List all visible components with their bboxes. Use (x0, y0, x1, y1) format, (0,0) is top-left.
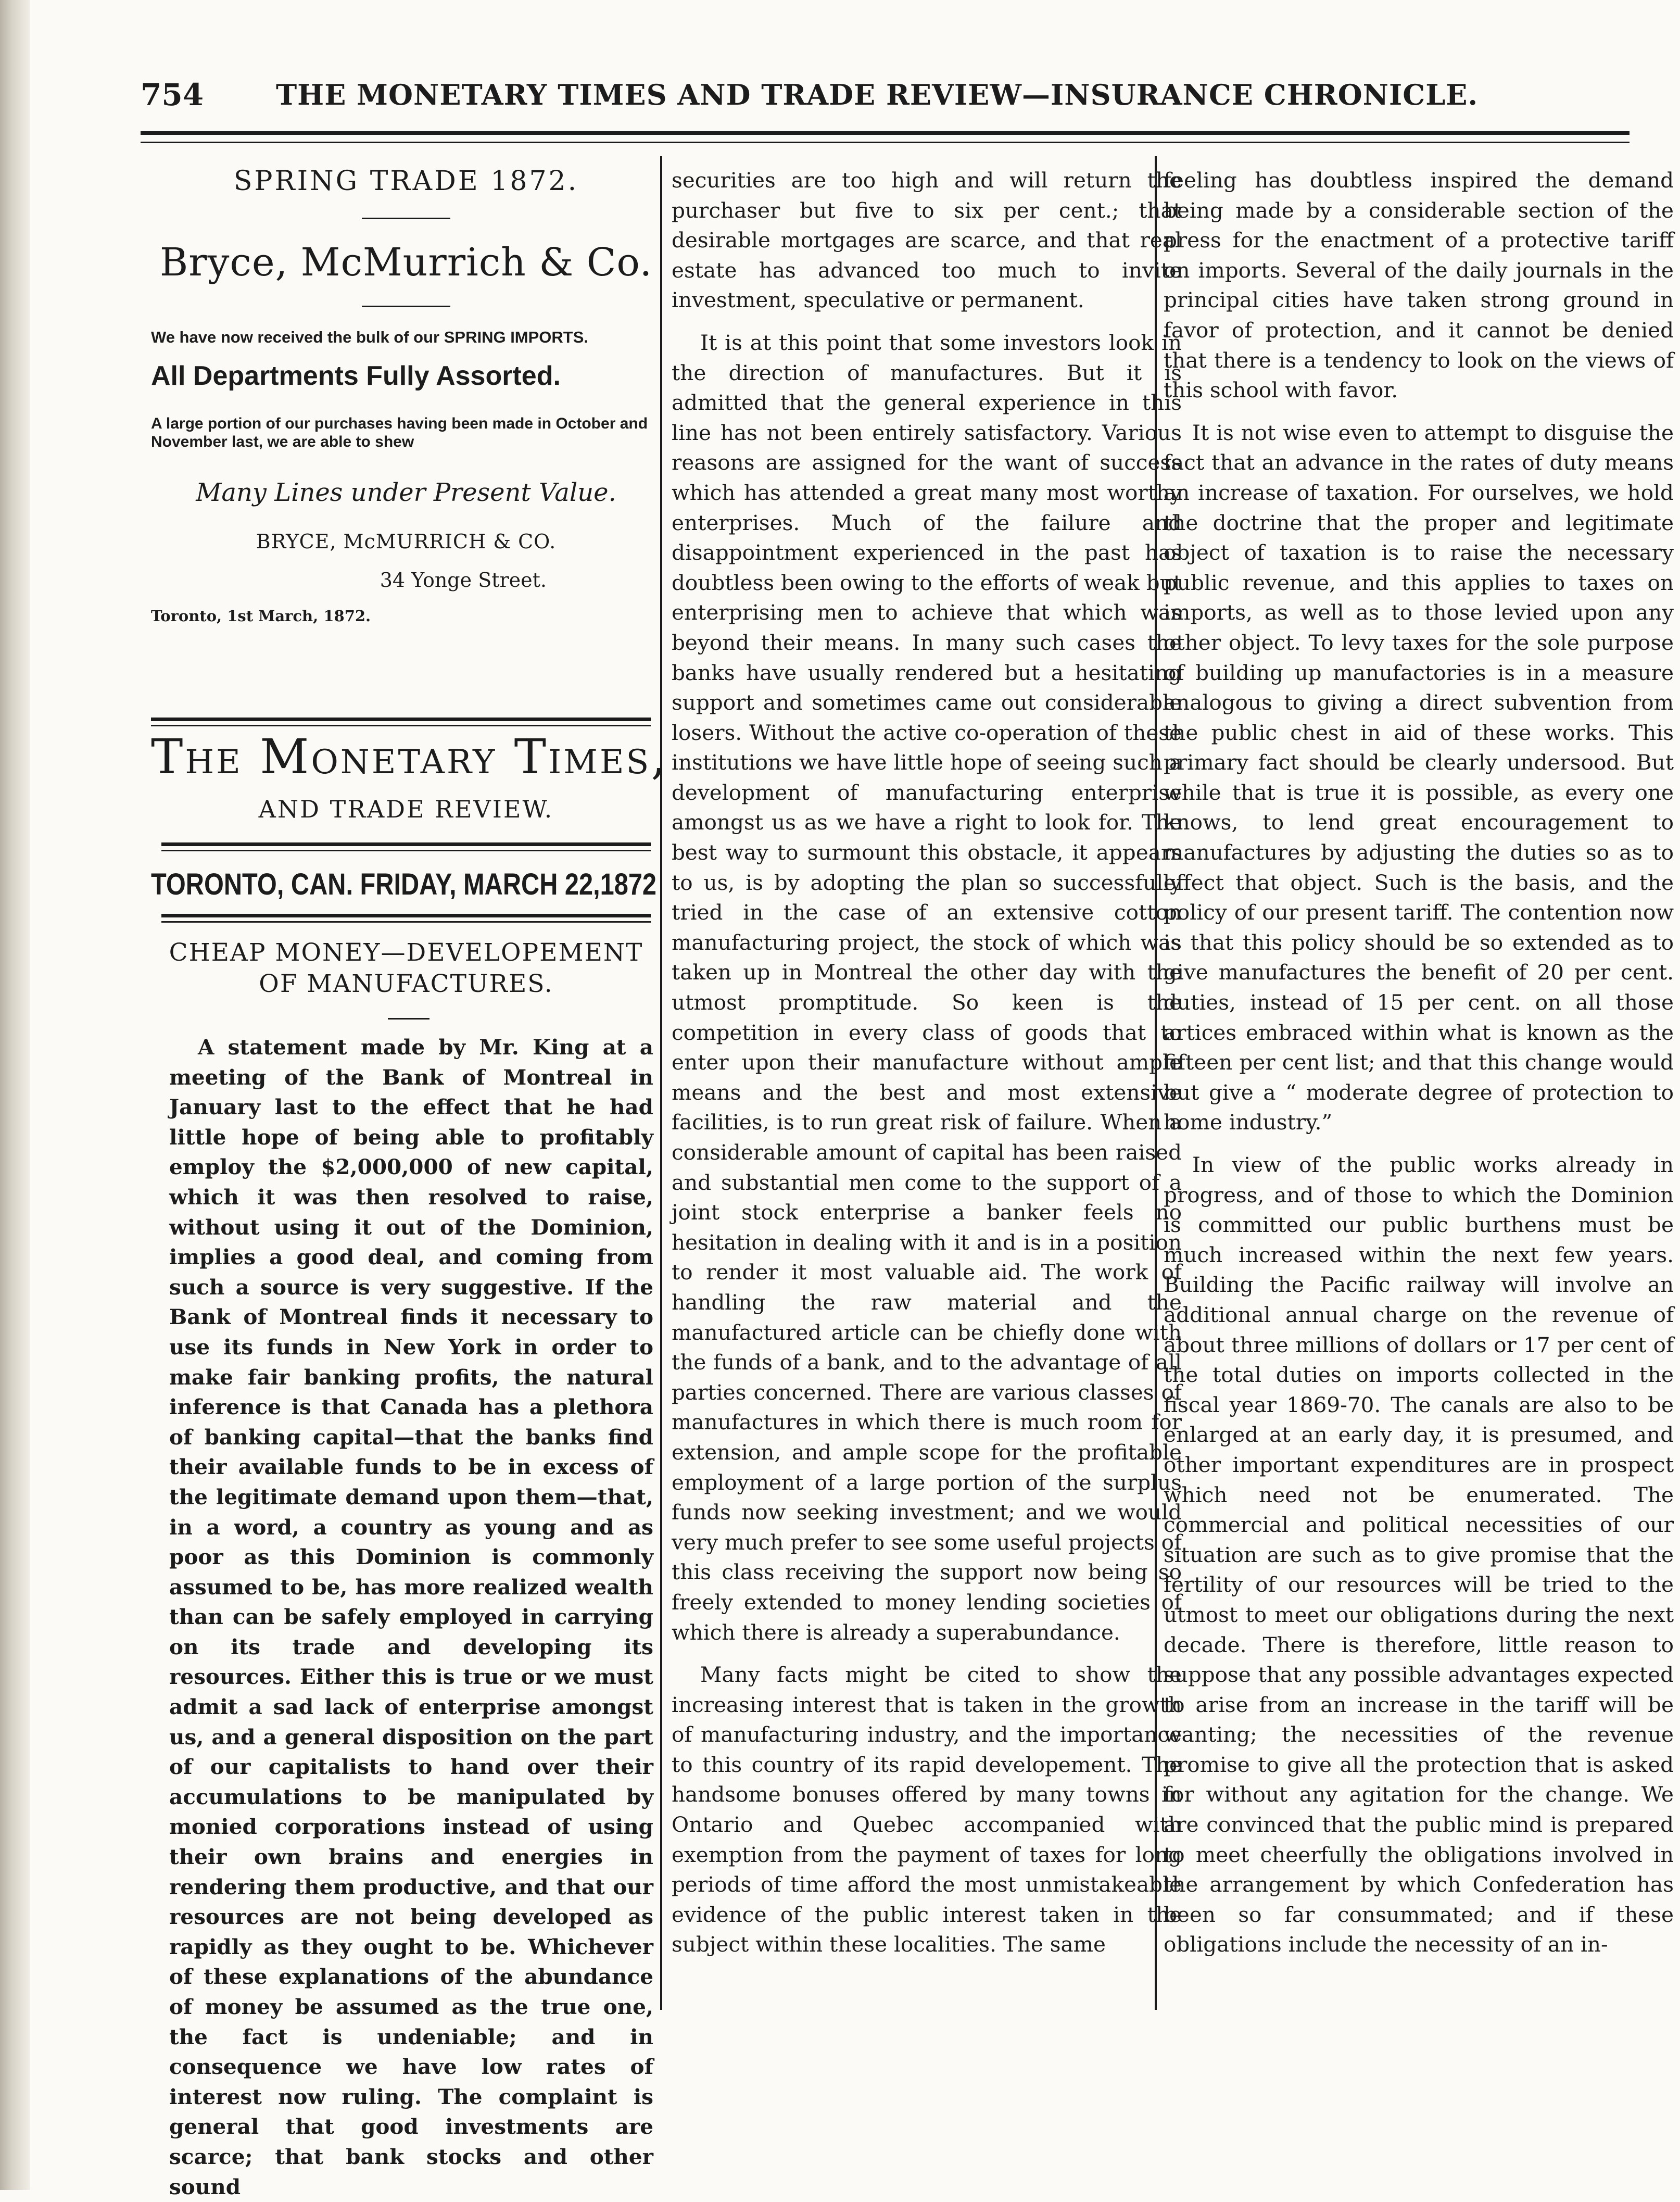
article-headline-line-2: OF MANUFACTURES. (259, 970, 553, 998)
spring-trade-advertisement (151, 154, 661, 625)
article-headline (151, 937, 661, 1000)
running-head: THE MONETARY TIMES AND TRADE REVIEW—INSURANCE CHRONICLE. (276, 78, 1479, 111)
masthead-title: The Monetary Times, (151, 729, 668, 785)
ad-company-name: Bryce, McMurrich & Co. (159, 240, 653, 285)
ad-title: SPRING TRADE 1872. (233, 166, 579, 197)
article-headline-line-1: CHEAP MONEY—DEVELOPEMENT (169, 938, 643, 967)
article-column-2 (672, 166, 1182, 2019)
dateline-rule-thin (161, 921, 651, 923)
issue-dateline: TORONTO, CAN. FRIDAY, MARCH 22,1872 (151, 867, 657, 901)
article-paragraph: It is at this point that some investors look in the direction of manufactures. But it is admitted that the general experience in this line has not been entirely satisfactory. Various reasons are assigned for the want of success which has attended a great many most worthy enterprises. Much of the failure and disappointment experienced in the past has doubtless been owing to the efforts of weak but enterprising men to achieve that which was beyond their means. In many such cases the banks have usually rendered but a hesitating support and sometimes came out considerable losers. Without the active co-operation of these institutions we have little hope of seeing such a development of manufacturing enterprise amongst us as we have a right to look for. The best way to surmount this obstacle, it appears to us, is by adopting the plan so successfully tried in the case of an extensive cotton manufacturing project, the stock of which was taken up in Montreal the other day with the utmost promptitude. So keen is the competition in every class of goods that to enter upon their manufacture without ample means and the best and most extensive facilities, is to run great risk of failure. When a considerable amount of capital has been raised and substantial men come to the support of a joint stock enterprise a banker feels no hesitation in dealing with it and is in a position to render it most valuable aid. The work of handling the raw material and the manufactured article can be chiefly done with the funds of a bank, and to the advantage of all parties concerned. There are various classes of manufactures in which there is much room for extension, and ample scope for the profitable employment of a large portion of the surplus funds now seeking investment; and we would very much prefer to see some useful projects of this class receiving the support now being so freely extended to money lending societies of which there is already a superabundance. (672, 330, 1182, 1645)
ad-notice: We have now received the bulk of our SPRING IMPORTS. (151, 328, 589, 346)
article-paragraph: A statement made by Mr. King at a meeting of the Bank of Montreal in January last to the effect that he had little hope of being able to profitably employ the $2,000,000 of new capital, which it was then resolved to raise, without using it out of the Dominion, implies a good deal, and coming from such a source is very suggestive. If the Bank of Montreal finds it necessary to use its funds in New York in order to make fair banking profits, the natural inference is that Canada has a plethora of banking capital—that the banks find their available funds to be in excess of the legitimate demand upon them—that, in a word, a country as young and as poor as this Dominion is commonly assumed to be, has more realized wealth than can be safely employed in carrying on its trade and developing its resources. Either this is true or we must admit a sad lack of enterprise amongst us, and a general disposition on the part of our capitalists to hand over their accumulations to be manipulated by monied corporations instead of using their own brains and energies in rendering them productive, and that our resources are not being developed as rapidly as they ought to be. Whichever of these explanations of the abundance of money be assumed as the true one, the fact is undeniable; and in consequence we have low rates of interest now ruling. The complaint is general that good investments are scarce; that bank stocks and other sound (169, 1035, 653, 2199)
article-column-3 (1164, 166, 1674, 2019)
article-headline-rule (388, 1018, 430, 1020)
page-number: 754 (141, 77, 204, 112)
masthead-subtitle: AND TRADE REVIEW. (258, 795, 554, 823)
ad-departments: All Departments Fully Assorted. (151, 361, 561, 391)
masthead (151, 729, 668, 823)
ad-address: 34 Yonge Street. (380, 569, 547, 592)
page-binding-edge (0, 0, 30, 2190)
masthead-rule-mid-thick (161, 842, 651, 846)
ad-tagline: Many Lines under Present Value. (196, 478, 616, 507)
header-rule-thick (141, 131, 1630, 135)
ad-date: Toronto, 1st March, 1872. (151, 607, 371, 625)
article-paragraph: securities are too high and will return the purchaser but five to six per cent.; that desirable mortgages are scarce, and that real estate has advanced too much to invite investment, speculative or permanent. (672, 168, 1182, 313)
header-rule-thin (141, 142, 1630, 143)
dateline-rule-thick (161, 914, 651, 917)
article-paragraph: It is not wise even to attempt to disguise the fact that an advance in the rates of duty means an increase of taxation. For ourselves, we hold the doctrine that the proper and legitimate object of taxation is to raise the necessary public revenue, and this applies to taxes on imports, as well as to those levied upon any other object. To levy taxes for the sole purpose of building up manufactories is in a measure analogous to giving a direct subvention from the public chest in aid of these works. This primary fact should be clearly undersood. But while that is true it is possible, as every one knows, to lend great encouragement to manufactures by adjusting the duties so as to effect that object. Such is the basis, and the policy of our present tariff. The contention now is that this policy should be so extended as to give manufactures the benefit of 20 per cent. duties, instead of 15 per cent. on all those artices embraced within what is known as the fifteen per cent list; and that this change would but give a “ moderate degree of protection to home industry.” (1164, 420, 1674, 1135)
article-paragraph: feeling has doubtless inspired the demand being made by a considerable section of the press for the enactment of a protective tariff on imports. Several of the daily journals in the principal cities have taken strong ground in favor of protection, and it cannot be denied that there is a tendency to look on the views of this school with favor. (1164, 168, 1674, 403)
masthead-rule-mid-thin (161, 850, 651, 851)
ad-signature: BRYCE, McMURRICH & CO. (256, 530, 557, 553)
ad-divider (362, 218, 450, 219)
article-paragraph: Many facts might be cited to show the increasing interest that is taken in the growth of manufacturing industry, and the importance to this country of its rapid developement. The handsome bonuses offered by many towns in Ontario and Quebec accompanied with exemption from the payment of taxes for long periods of time afford the most unmistakeable evidence of the public interest taken in the subject within these localities. The same (672, 1662, 1182, 1957)
masthead-rule-top-thin (151, 725, 651, 726)
article-paragraph: In view of the public works already in progress, and of those to which the Dominion is committed our public burthens must be much increased within the next few years. Building the Pacific railway will involve an additional annual charge on the revenue of about three millions of dollars or 17 per cent of the total duties on imports collected in the fiscal year 1869-70. The canals are also to be enlarged at an early day, it is presumed, and other important expenditures are in prospect which need not be enumerated. The commercial and political necessities of our situation are such as to give promise that the fertility of our resources will be tried to the utmost to meet our obligations during the next decade. There is therefore, little reason to suppose that any possible advantages expected to arise from an increase in the tariff will be wanting; the necessities of the revenue promise to give all the protection that is asked for without any agitation for the change. We are convinced that the public mind is prepared to meet cheerfully the obligations involved in the arrangement by which Confederation has been so far consummated; and if these obligations include the necessity of an in- (1164, 1152, 1674, 1957)
ad-purchase-note: A large portion of our purchases having been made in October and November last, we are able to shew (151, 415, 648, 450)
masthead-rule-top-thick (151, 718, 651, 721)
ad-divider (362, 306, 450, 307)
article-column-1 (169, 1033, 653, 2199)
